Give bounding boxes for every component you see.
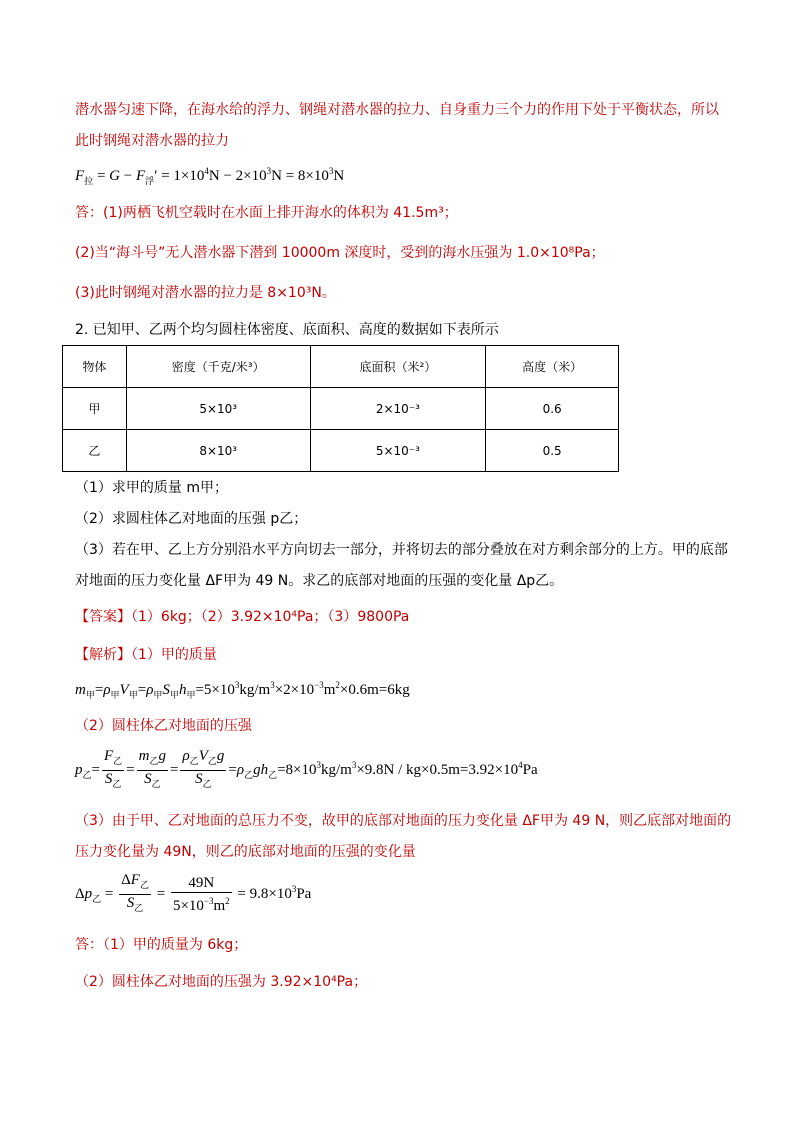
prev-solution-line1: 潜水器匀速下降，在海水给的浮力、钢绳对潜水器的拉力、自身重力三个力的作用下处于平衡状态，所以 [75, 102, 719, 118]
formula-pressure: $p_乙=$ $\frac{F_乙}{S_乙}$ = $\frac{m_乙g}{S_乙}$ = $\frac{\rho_乙V_乙g}{S_乙}$ $=\rho_乙gh_乙=8\times 10^3kg/m^3\times 9.8N / kg\times 0.5m=3.92\times 10^4Pa$ [75, 748, 538, 789]
analysis-part3-line2: 压力变化量为 49N，则乙的底部对地面的压强的变化量 [75, 844, 416, 860]
answer-line3: (3)此时钢绳对潜水器的拉力是 8×10³N。 [75, 285, 336, 301]
formula-mass: $m_甲=\rho_甲V_甲=\rho_甲S_甲h_甲=5\times 10^3kg/m^3\times 2\times 10^{-3}m^2\times 0.6m=6kg$ [75, 680, 410, 700]
analysis-part3-line1: （3）由于甲、乙对地面的总压力不变，故甲的底部对地面的压力变化量 ΔF甲为 49 N，则乙底部对地面的 [75, 813, 732, 829]
data-table [62, 345, 619, 472]
analysis-row [75, 645, 217, 665]
table-row [63, 388, 619, 430]
table-cell: 乙 [63, 430, 127, 472]
answer-line2: (2)当“海斗号”无人潜水器下潜到 10000m 深度时，受到的海水压强为 1.0×10⁸Pa； [75, 245, 605, 261]
final-answer-2: （2）圆柱体乙对地面的压强为 3.92×10⁴Pa； [75, 974, 368, 990]
final-answer-1: 答：（1）甲的质量为 6kg； [75, 937, 248, 953]
table-header: 高度（米） [486, 346, 619, 388]
answer-row [75, 607, 409, 627]
prev-solution-line2: 此时钢绳对潜水器的拉力 [75, 133, 229, 149]
table-cell: 2×10⁻³ [310, 388, 486, 430]
sub-question-2: （2）求圆柱体乙对地面的压强 p乙； [75, 511, 308, 527]
formula-tension: $F_拉 = G - F_浮' = 1\times 10^4N - 2\times 10^3N = 8\times 10^3N$ [75, 166, 345, 186]
sub-question-3-line1: （3）若在甲、乙上方分别沿水平方向切去一部分，并将切去的部分叠放在对方剩余部分的上方。甲的底部 [75, 542, 728, 558]
table-header: 密度（千克/米³） [126, 346, 310, 388]
analysis-part2: （2）圆柱体乙对地面的压强 [75, 718, 252, 734]
table-header: 底面积（米²） [310, 346, 486, 388]
table-header: 物体 [63, 346, 127, 388]
question-stem: 2. 已知甲、乙两个均匀圆柱体密度、底面积、高度的数据如下表所示 [75, 322, 499, 338]
sub-question-3-line2: 对地面的压力变化量 ΔF甲为 49 N。求乙的底部对地面的压强的变化量 Δp乙。 [75, 573, 564, 589]
table-cell: 8×10³ [126, 430, 310, 472]
answer-line1: 答：(1)两栖飞机空载时在水面上排开海水的体积为 41.5m³； [75, 205, 458, 221]
analysis-tag: 【解析】 [75, 647, 131, 663]
table-cell: 甲 [63, 388, 127, 430]
table-cell: 0.5 [486, 430, 619, 472]
formula-pressure-change: $\Delta p_乙$ = $\frac{\Delta F_乙}{S_乙}$ = $\frac{49N}{5\times 10^{-3}m^2}$ = $9.8\times 10^3Pa$ [75, 872, 312, 914]
analysis-part1: （1）甲的质量 [131, 647, 217, 663]
table-header-row [63, 346, 619, 388]
table-cell: 5×10³ [126, 388, 310, 430]
answer-tag: 【答案】 [75, 609, 131, 625]
table-cell: 5×10⁻³ [310, 430, 486, 472]
table-row [63, 430, 619, 472]
table-cell: 0.6 [486, 388, 619, 430]
sub-question-1: （1）求甲的质量 m甲； [75, 480, 228, 496]
answer-text: （1）6kg；（2）3.92×10⁴Pa；（3）9800Pa [131, 609, 410, 625]
